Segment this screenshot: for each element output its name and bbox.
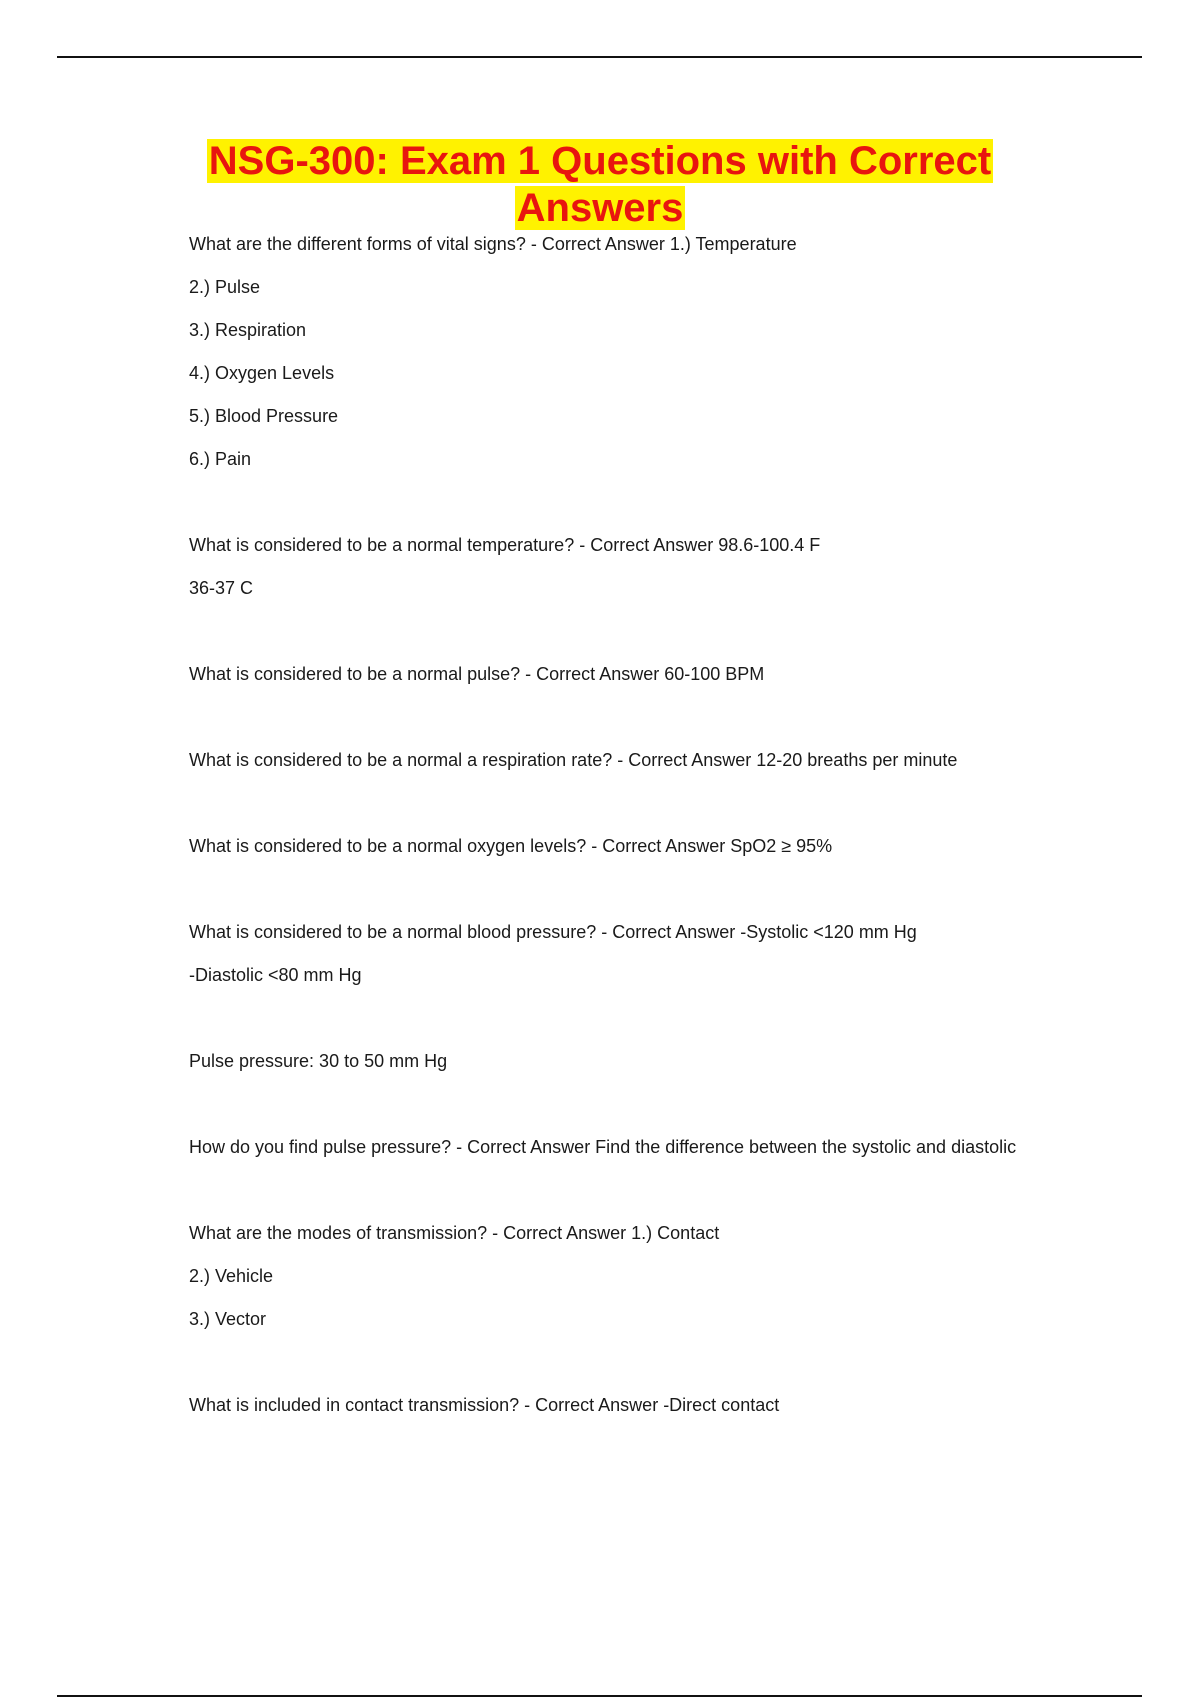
qa-block	[189, 1048, 1029, 1075]
block-spacer	[189, 704, 1029, 747]
answer-line: -Diastolic <80 mm Hg	[189, 965, 362, 985]
answer-line: 2.) Pulse	[189, 277, 261, 297]
block-spacer	[189, 1349, 1029, 1392]
block-spacer	[189, 1005, 1029, 1048]
qa-block	[189, 833, 1029, 860]
qa-block	[189, 747, 1029, 774]
qa-block	[189, 1220, 1029, 1333]
qa-block	[189, 919, 1029, 989]
qa-block	[189, 1392, 1029, 1419]
question-line: What are the different forms of vital signs? - Correct Answer 1.) Temperature	[189, 234, 797, 254]
answer-line: 3.) Respiration	[189, 320, 307, 340]
document-body	[189, 231, 1029, 1435]
answer-line: 4.) Oxygen Levels	[189, 363, 335, 383]
answer-line: 5.) Blood Pressure	[189, 406, 339, 426]
question-line: What are the modes of transmission? - Correct Answer 1.) Contact	[189, 1223, 720, 1243]
block-spacer	[189, 489, 1029, 532]
document-title-block	[160, 138, 1040, 232]
qa-block	[189, 1134, 1029, 1161]
qa-block	[189, 661, 1029, 688]
question-line: What is considered to be a normal temperature? - Correct Answer 98.6-100.4 F	[189, 535, 821, 555]
block-spacer	[189, 1177, 1029, 1220]
block-spacer	[189, 618, 1029, 661]
question-line: What is considered to be a normal blood pressure? - Correct Answer -Systolic <120 mm Hg	[189, 922, 917, 942]
question-line: What is considered to be a normal pulse? - Correct Answer 60-100 BPM	[189, 664, 765, 684]
block-spacer	[189, 876, 1029, 919]
question-line: What is considered to be a normal a respiration rate? - Correct Answer 12-20 breaths per minute	[189, 750, 958, 770]
question-line: Pulse pressure: 30 to 50 mm Hg	[189, 1051, 448, 1071]
answer-line: 6.) Pain	[189, 449, 252, 469]
qa-block	[189, 532, 1029, 602]
header-rule	[57, 56, 1142, 58]
answer-line: 3.) Vector	[189, 1309, 267, 1329]
block-spacer	[189, 790, 1029, 833]
question-line: What is included in contact transmission? - Correct Answer -Direct contact	[189, 1395, 780, 1415]
document-title: NSG-300: Exam 1 Questions with Correct Answers	[208, 139, 992, 230]
qa-block	[189, 231, 1029, 473]
block-spacer	[189, 1091, 1029, 1134]
question-line: How do you find pulse pressure? - Correct Answer Find the difference between the systolic and diastolic	[189, 1137, 1017, 1157]
answer-line: 2.) Vehicle	[189, 1266, 274, 1286]
answer-line: 36-37 C	[189, 578, 254, 598]
footer-rule	[57, 1695, 1142, 1697]
question-line: What is considered to be a normal oxygen levels? - Correct Answer SpO2 ≥ 95%	[189, 836, 833, 856]
